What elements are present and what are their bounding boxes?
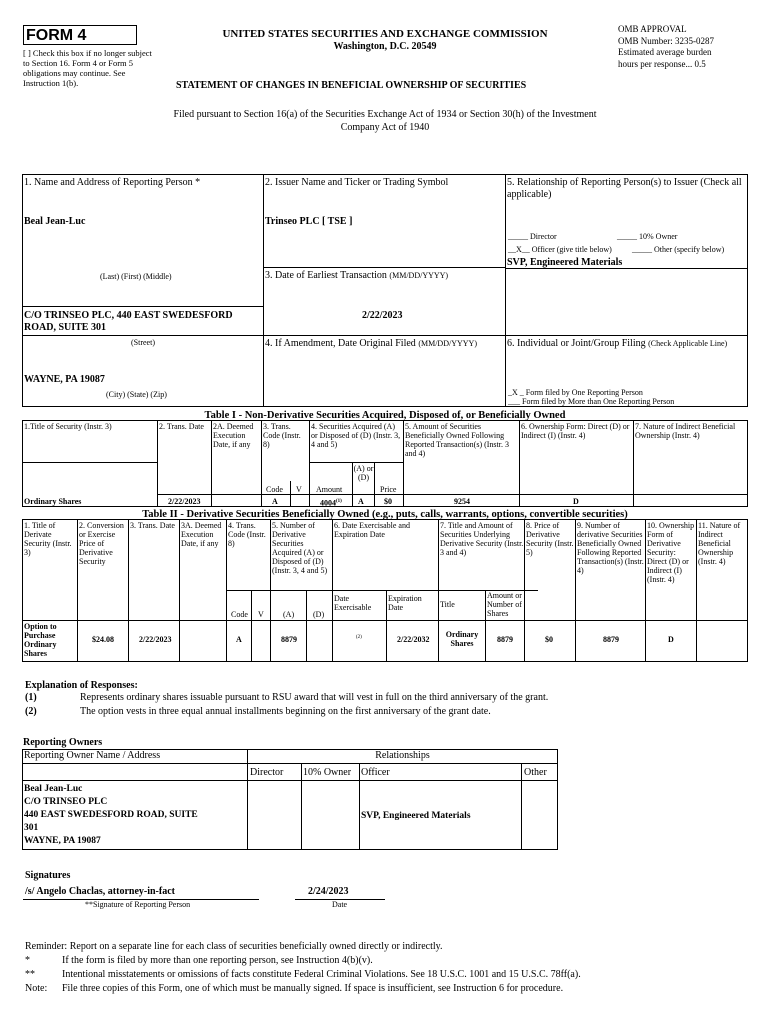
t1-price-h: Price — [380, 485, 397, 494]
t2-h8: 7. Title and Amount of Securities Underlying Derivative Security (Instr. 3 and 4) — [440, 521, 524, 557]
statement-title: STATEMENT OF CHANGES IN BENEFICIAL OWNERSHIP OF SECURITIES — [176, 80, 527, 91]
t1-row-price: $0 — [384, 497, 392, 506]
box4-label-text: 4. If Amendment, Date Original Filed — [265, 338, 416, 349]
t2-h12: 11. Nature of Indirect Beneficial Ownership (Instr. 4) — [698, 521, 741, 566]
t2-h7: 6. Date Exercisable and Expiration Date — [334, 521, 410, 539]
explanation-text: The option vests in three equal annual installments beginning on the first anniversary of the grant date. — [80, 706, 491, 717]
agency-name: UNITED STATES SECURITIES AND EXCHANGE COMMISSION — [222, 28, 548, 40]
t1-row-form: D — [573, 497, 579, 506]
omb-line: OMB Number: 3235-0287 — [618, 35, 714, 46]
t1-aord-h: (A) or (D) — [353, 464, 374, 482]
box4-label — [265, 338, 477, 350]
t2-a-h: (A) — [283, 610, 295, 619]
box6-label-text: 6. Individual or Joint/Group Filing — [507, 338, 646, 349]
owner-address-line: 440 EAST SWEDESFORD ROAD, SUITE — [24, 810, 198, 820]
other-check: _____ Other (specify below) — [632, 245, 725, 254]
t2-row-price: $24.08 — [92, 635, 114, 644]
t1-row-title: Ordinary Shares — [24, 497, 82, 506]
t1-row-aord: A — [358, 497, 364, 506]
box1-label: 1. Name and Address of Reporting Person * — [24, 177, 201, 188]
omb-line: Estimated average burden — [618, 47, 712, 57]
t1-row-amount-value: 4004 — [320, 498, 336, 508]
street-address: C/O TRINSEO PLC, 440 EAST SWEDESFORD ROAD, SUITE 301 — [24, 310, 233, 333]
t2-row-title: Option to Purchase Ordinary Shares — [24, 622, 57, 658]
owners-col-off: Officer — [361, 767, 390, 778]
t2-row-owned: 8879 — [603, 635, 619, 644]
t2-row-exercisable: (2) — [356, 635, 362, 640]
owner-officer-title: SVP, Engineered Materials — [361, 811, 471, 821]
explanation-text: Represents ordinary shares issuable pursuant to RSU award that will vest in full on the third anniversary of the grant. — [80, 692, 549, 703]
t2-h2: 2. Conversion or Exercise Price of Derivative Security — [79, 521, 124, 566]
t2-row-code: A — [236, 635, 242, 644]
t2-date-ex-h: Date Exercisable — [334, 594, 372, 612]
t2-v-h: V — [258, 610, 264, 619]
t2-h3: 3. Trans. Date — [130, 521, 175, 530]
signatures-title: Signatures — [25, 870, 71, 881]
owner-address — [24, 783, 198, 848]
t1-code-h: Code — [266, 485, 283, 494]
note-mark: * — [25, 955, 30, 966]
omb-box — [618, 24, 714, 70]
t2-h4: 3A. Deemed Execution Date, if any — [181, 521, 222, 548]
owners-title: Reporting Owners — [23, 737, 103, 748]
earliest-transaction-date: 2/22/2023 — [362, 310, 403, 321]
owners-col-ten: 10% Owner — [303, 767, 352, 778]
t2-h9: 8. Price of Derivative Security (Instr. 5) — [526, 521, 574, 557]
box6-label-small: (Check Applicable Line) — [648, 339, 728, 348]
filed-by-more: ___ Form filed by More than One Reporting Person — [508, 397, 675, 406]
t1-h5: 4. Securities Acquired (A) or Disposed of (D) (Instr. 3, 4 and 5) — [311, 422, 401, 449]
name-caption: (Last) (First) (Middle) — [100, 272, 172, 281]
owner-address-line: WAYNE, PA 19087 — [24, 836, 101, 846]
t2-h6: 5. Number of Derivative Securities Acquired (A) or Disposed of (D) (Instr. 3, 4 and 5) — [272, 521, 328, 575]
owners-col-rel: Relationships — [375, 750, 430, 761]
filed-by-one: _X _ Form filed by One Reporting Person — [508, 388, 643, 397]
signature: /s/ Angelo Chaclas, attorney-in-fact — [25, 886, 175, 897]
t2-d-h: (D) — [313, 610, 325, 619]
box6-label — [507, 338, 747, 350]
city-caption: (City) (State) (Zip) — [106, 390, 167, 399]
t1-h4: 3. Trans. Code (Instr. 8) — [263, 422, 301, 449]
t2-row-expiration: 2/22/2032 — [397, 635, 430, 644]
note-text: If the form is filed by more than one reporting person, see Instruction 4(b)(v). — [62, 955, 373, 966]
t1-row-amount — [320, 497, 342, 508]
t1-h8: 7. Nature of Indirect Beneficial Ownership (Instr. 4) — [635, 422, 736, 440]
top-section — [22, 174, 748, 407]
t2-exp-h: Expiration Date — [388, 594, 422, 612]
t2-row-u-title: Ordinary Shares — [445, 630, 479, 648]
t2-h11: 10. Ownership Form of Derivative Security: Direct (D) or Indirect (I) (Instr. 4) — [647, 521, 695, 584]
explanation-num: (1) — [25, 692, 37, 703]
t2-h5: 4. Trans. Code (Instr. 8) — [228, 521, 266, 548]
t2-row-a: 8879 — [281, 635, 297, 644]
agency-address: Washington, D.C. 20549 — [333, 41, 437, 52]
t2-row-u-amt: 8879 — [497, 635, 513, 644]
t1-row-owned: 9254 — [454, 497, 470, 506]
explanation-title: Explanation of Responses: — [25, 680, 138, 691]
box3-label-small: (MM/DD/YYYY) — [389, 271, 449, 280]
owner-address-line: 301 — [24, 823, 39, 833]
box3-label — [265, 270, 448, 282]
t2-row-form: D — [668, 635, 674, 644]
ten-pct-check: _____ 10% Owner — [617, 232, 678, 241]
owners-col-oth: Other — [524, 767, 547, 778]
t2-row-date: 2/22/2023 — [139, 635, 172, 644]
t1-h1: 1.Title of Security (Instr. 3) — [24, 422, 112, 431]
city-state-zip: WAYNE, PA 19087 — [24, 374, 105, 385]
box4-label-small: (MM/DD/YYYY) — [418, 339, 477, 348]
omb-line: hours per response... 0.5 — [618, 58, 706, 69]
date-caption: Date — [332, 900, 348, 909]
t1-h7: 6. Ownership Form: Direct (D) or Indirect (I) (Instr. 4) — [521, 422, 630, 440]
t1-row-code: A — [272, 497, 278, 506]
note-mark: Note: — [25, 983, 48, 994]
signature-date: 2/24/2023 — [308, 886, 349, 897]
t1-row-amount-note: (1) — [336, 499, 342, 504]
t1-row-date: 2/22/2023 — [168, 497, 201, 506]
form-title: FORM 4 — [26, 27, 87, 44]
table1-title: Table I - Non-Derivative Securities Acquired, Disposed of, or Beneficially Owned — [204, 410, 566, 421]
t2-title-h: Title — [440, 600, 455, 609]
note-text: Intentional misstatements or omissions of facts constitute Federal Criminal Violations. See 18 U.S.C. 1001 and 15 U.S.C. 78ff(a). — [62, 969, 581, 980]
t1-v-h: V — [296, 485, 302, 494]
issuer-name: Trinseo PLC [ TSE ] — [265, 216, 353, 227]
form-title-box — [23, 25, 137, 45]
officer-check: __X__ Officer (give title below) — [508, 245, 612, 254]
omb-line: OMB APPROVAL — [618, 24, 687, 34]
t2-row-d-price: $0 — [545, 635, 553, 644]
note-mark: ** — [25, 969, 35, 980]
t2-code-h: Code — [231, 610, 248, 619]
officer-title: SVP, Engineered Materials — [507, 257, 623, 268]
t2-h1: 1. Title of Derivate Security (Instr. 3) — [24, 521, 72, 557]
street-caption: (Street) — [131, 338, 155, 347]
reminder: Reminder: Report on a separate line for each class of securities beneficially owned directly or indirectly. — [25, 941, 443, 952]
director-check: _____ Director — [508, 232, 557, 241]
note-text: File three copies of this Form, one of which must be manually signed. If space is insufficient, see Instruction 6 for procedure. — [62, 983, 564, 994]
signature-caption: **Signature of Reporting Person — [85, 900, 191, 909]
t1-h2: 2. Trans. Date — [159, 422, 204, 431]
table2-title: Table II - Derivative Securities Beneficially Owned (e.g., puts, calls, warrants, options, convertible securities) — [142, 509, 628, 520]
box3-label-text: 3. Date of Earliest Transaction — [265, 270, 387, 281]
t1-h3: 2A. Deemed Execution Date, if any — [213, 422, 254, 449]
box2-label: 2. Issuer Name and Ticker or Trading Symbol — [265, 177, 449, 188]
t2-amt-h: Amount or Number of Shares — [487, 591, 522, 618]
t1-amount-h: Amount — [316, 485, 343, 494]
reporting-person-name: Beal Jean-Luc — [24, 216, 86, 227]
owners-col-name: Reporting Owner Name / Address — [24, 750, 161, 761]
explanation-num: (2) — [25, 706, 37, 717]
check-note: [ ] Check this box if no longer subject to Section 16. Form 4 or Form 5 obligations may continue. See Instruction 1(b). — [23, 48, 152, 88]
t1-h6: 5. Amount of Securities Beneficially Owned Following Reported Transaction(s) (Instr. 3 and 4) — [405, 422, 509, 458]
t2-h10: 9. Number of derivative Securities Beneficially Owned Following Reported Transaction(s) (Instr. 4) — [577, 521, 644, 575]
owner-address-line: Beal Jean-Luc — [24, 784, 83, 794]
box5-label: 5. Relationship of Reporting Person(s) to Issuer (Check all applicable) — [507, 177, 742, 200]
owner-address-line: C/O TRINSEO PLC — [24, 797, 108, 807]
owners-col-dir: Director — [250, 767, 284, 778]
filed-pursuant: Filed pursuant to Section 16(a) of the Securities Exchange Act of 1934 or Section 30(h) of the Investment Company Act of 1940 — [173, 109, 597, 133]
